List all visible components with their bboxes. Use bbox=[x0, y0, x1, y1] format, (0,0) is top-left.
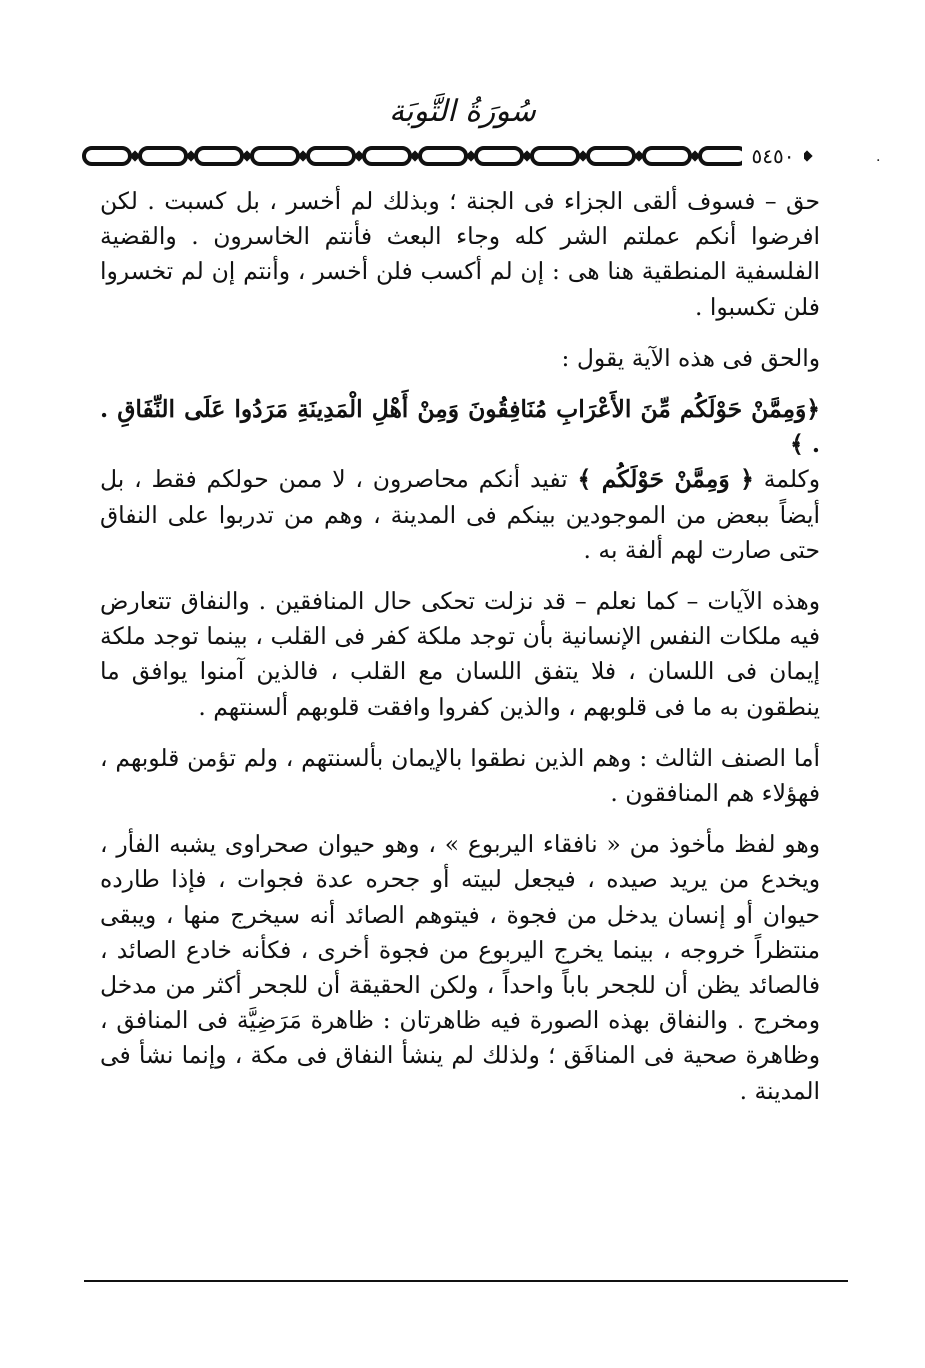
chain-link bbox=[420, 148, 466, 164]
footer-rule bbox=[84, 1280, 848, 1282]
verse-commentary: تفيد أنكم محاصرون ، لا ممن حولكم فقط ، بل أيضاً ببعض من الموجودين بينكم فى المدينة ، وهم من تدربوا على النفاق حتى صارت لهم ألفة به . bbox=[100, 465, 820, 564]
page-body bbox=[100, 184, 820, 1125]
ornamental-chain-border bbox=[80, 143, 842, 169]
chain-link bbox=[84, 148, 130, 164]
paragraph-3 bbox=[100, 392, 820, 568]
chain-link bbox=[140, 148, 186, 164]
chain-link bbox=[588, 148, 634, 164]
margin-dot: . bbox=[876, 149, 881, 165]
paragraph-4: وهذه الآيات – كما نعلم – قد نزلت تحكى حال المنافقين . والنفاق تتعارض فيه ملكات النفس الإنسانية بأن توجد ملكة كفر فى القلب ، بينما توجد ملكة إيمان فى اللسان ، فلا يتفق اللسان مع القلب ، فالذين آمنوا يوافق ما ينطقون به ما فى قلوبهم ، والذين كفروا وافقت قلوبهم ألسنتهم . bbox=[100, 587, 820, 721]
chain-link bbox=[308, 148, 354, 164]
paragraph-6: وهو لفظ مأخوذ من « نافقاء اليربوع » ، وهو حيوان صحراوى يشبه الفأر ، ويخدع من يريد صيده ، فيجعل لبيته أو جحره عدة فجوات ، فإذا طارده حيوان أو إنسان يدخل من فجوة ، فيتوهم الصائد أنه سيخرج منها ، ويبقى منتظراً خروجه ، بينما يخرج اليربوع من فجوة أخرى ، فكأنه خادع الصائد ، فالصائد يظن أن للجحر باباً واحداً ، ولكن الحقيقة أن للجحر أكثر من مدخل ومخرج . والنفاق بهذه الصورة فيه ظاهرتان : ظاهرة مَرَضِيَّة فى المنافق ، وظاهرة صحية فى المنافَق ؛ ولذلك لم ينشأ النفاق فى مكة ، وإنما نشأ فى المدينة . bbox=[100, 830, 820, 1105]
chain-link bbox=[700, 148, 746, 164]
page-number: ٥٤٥٠ bbox=[742, 143, 804, 169]
chain-link bbox=[252, 148, 298, 164]
paragraph-5: أما الصنف الثالث : وهم الذين نطقوا بالإيمان بألسنتهم ، ولم تؤمن قلوبهم ، فهؤلاء هم المنافقون . bbox=[100, 743, 820, 808]
chain-link bbox=[532, 148, 578, 164]
quran-verse: ﴿وَمِمَّنْ حَوْلَكُم مِّنَ الأَعْرَابِ مُنَافِقُونَ وَمِنْ أَهْلِ الْمَدِينَةِ مَرَدُوا عَلَى النِّفَاقِ . . ﴾ bbox=[100, 395, 820, 459]
chain-link bbox=[644, 148, 690, 164]
chain-link bbox=[364, 148, 410, 164]
paragraph-1: حق – فسوف ألقى الجزاء فى الجنة ؛ وبذلك لم أخسر ، بل كسبت . لكن افرضوا أنكم عملتم الشر كله وجاء البعث فأنتم الخاسرون . والقضية الفلسفية المنطقية هنا هى : إن لم أكسب فلن أخسر ، وأنتم إن لم تخسروا فلن تكسبوا . bbox=[100, 187, 820, 321]
inline-quran-verse: ﴿ وَمِمَّنْ حَوْلَكُم ﴾ bbox=[577, 465, 754, 494]
paragraph-2: والحق فى هذه الآية يقول : bbox=[561, 343, 820, 372]
chain-link bbox=[196, 148, 242, 164]
verse-commentary-lead: وكلمة bbox=[753, 465, 820, 494]
chain-link bbox=[476, 148, 522, 164]
surah-title: سُورَةُ التَّوبَة bbox=[389, 94, 536, 129]
